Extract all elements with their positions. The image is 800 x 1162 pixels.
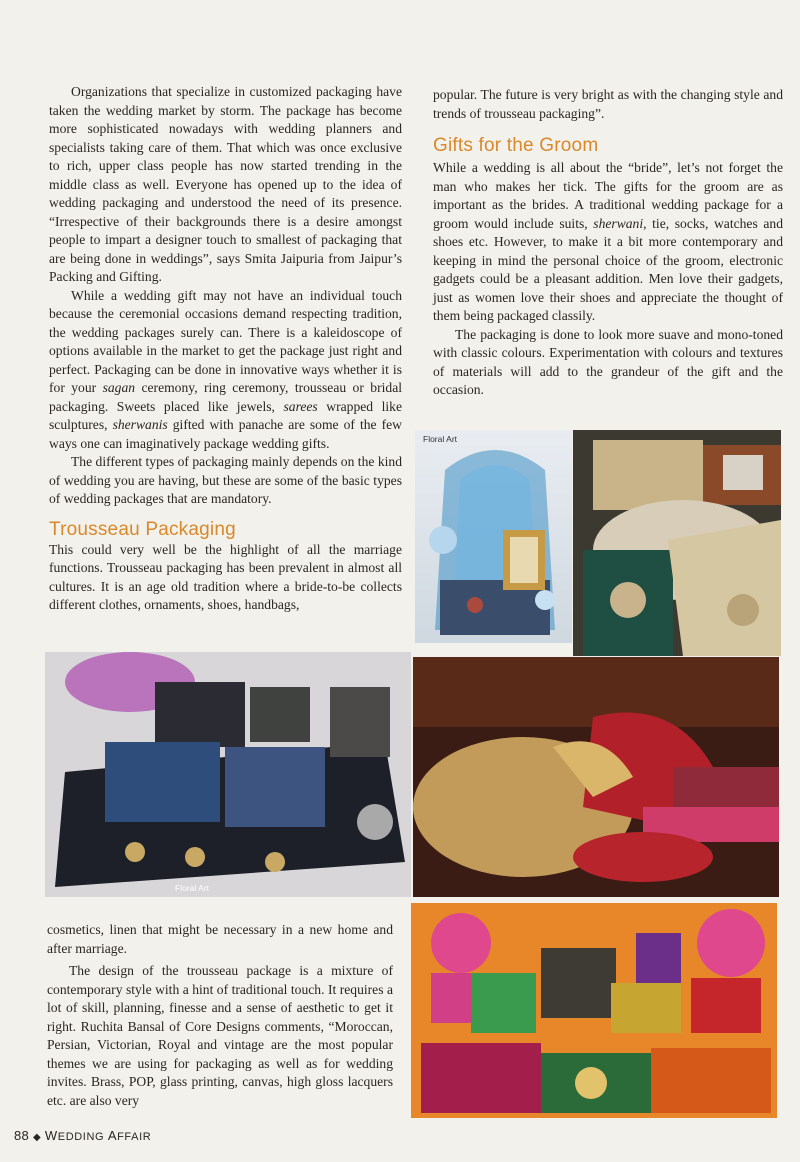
photo-credit-top: Floral Art — [423, 434, 458, 444]
paragraph-packaging: The packaging is done to look more suave and mono-toned with classic colours. Experimentation with colours and textures of materials will add to the grandeur of the gift and the occasion. — [433, 326, 783, 397]
paragraph-cosmetics: cosmetics, linen that might be necessary in a new home and after marriage. — [47, 922, 393, 956]
heading-trousseau: Trousseau Packaging — [49, 518, 236, 540]
paragraph-intro: Organizations that specialize in customized packaging have taken the wedding market by storm. The package has become more sophisticated nowadays with wedding planners and specialists taking care of them. That which was once exclusive to rich, upper class people has now started trending in the middle class as well. Everyone has opened up to the idea of wedding packaging and understood the need of its presence. “Irrespective of their backgrounds there is a desire amongst people to impart a designer touch to smallest of packaging that are being done in weddings”, says Smita Jaipuria from Jaipur’s Packing and Gifting. — [49, 84, 402, 284]
page-footer — [14, 1128, 151, 1143]
photo-gift-tray — [45, 652, 411, 897]
paragraph-types: The different types of packaging mainly depends on the kind of wedding you are having, but these are some of the basic types of wedding packages that are mandatory. — [49, 454, 402, 506]
photo-colorful-gift-boxes — [411, 903, 777, 1118]
photo-floral-basket — [415, 430, 572, 643]
photo-credit-left: Floral Art — [175, 883, 210, 893]
paragraph-future: popular. The future is very bright as with the changing style and trends of trousseau packaging”. — [433, 87, 783, 121]
paragraph-groom: While a wedding is all about the “bride”, let’s not forget the man who makes her tick. The gifts for the groom are as important as the brides. A traditional wedding package for a groom would include suits, sherwani, tie, socks, watches and shoes etc. However, to make it a bit more contemporary and keeping in mind the personal choice of the groom, electronic gadgets could be a pleasant addition. Men love their gadgets, just as women love their shoes and appreciate the thought of them being packaged classily. — [433, 160, 783, 323]
photo-bridal-trousseau — [413, 657, 779, 897]
photo-gold-clutches — [573, 430, 781, 656]
paragraph-design: The design of the trousseau package is a mixture of contemporary style with a hint of traditional touch. It requires a lot of skill, planning, finesse and a sense of aesthetic to get it right. Ruchita Bansal of Core Designs comments, “Moroccan, Persian, Victorian, Royal and vintage are the most popular themes we are using for packaging as well as for wedding invites. Brass, POP, glass printing, canvas, high gloss lacquers etc. are also very — [47, 963, 393, 1108]
left-column-lower — [47, 921, 393, 1110]
paragraph-wedding-gift: While a wedding gift may not have an individual touch because the ceremonial occasions demand respecting tradition, the wedding packages surely can. There is a kaleidoscope of options available in the market to get the package just right and perfect. Packaging can be done in innovative ways whether it is for your sagan ceremony, ring ceremony, trousseau or bridal packaging. Sweets placed like jewels, sarees wrapped like sculptures, sherwanis gifted with panache are some of the few ways one can imaginatively package wedding gifts. — [49, 287, 402, 451]
page-number: 88 — [14, 1128, 30, 1143]
magazine-name: WEDDING AFFAIR — [44, 1128, 152, 1143]
paragraph-trousseau: This could very well be the highlight of all the marriage functions. Trousseau packaging has been prevalent in almost all cultures. It is an age old tradition where a bride-to-be collects different clothes, ornaments, shoes, handbags, — [49, 541, 402, 612]
diamond-separator-icon: ◆ — [32, 1132, 41, 1143]
heading-groom: Gifts for the Groom — [433, 135, 599, 156]
right-column — [433, 86, 783, 400]
left-column — [49, 83, 402, 615]
